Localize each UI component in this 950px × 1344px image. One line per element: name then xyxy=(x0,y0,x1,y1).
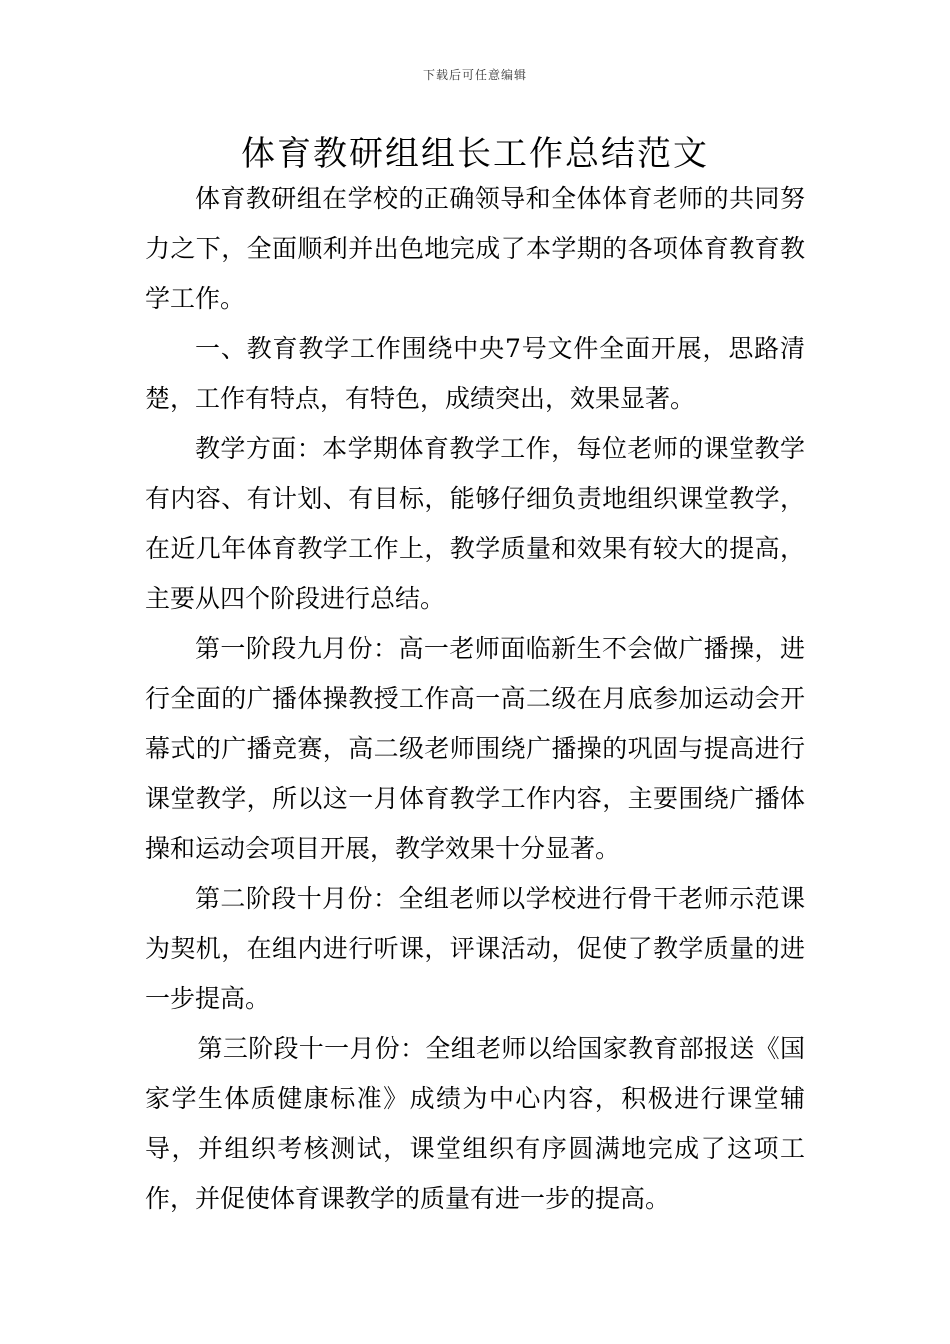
paragraph-stage-one: 第一阶段九月份：高一老师面临新生不会做广播操，进行全面的广播体操教授工作高一高二级在月底参加运动会开幕式的广播竞赛，高二级老师围绕广播操的巩固与提高进行课堂教学，所以这一月体育教学工作内容，主要围绕广播体操和运动会项目开展，教学效果十分显著。 xyxy=(145,634,805,863)
paragraph-section-one: 一、教育教学工作围绕中央7号文件全面开展，思路清楚，工作有特点，有特色，成绩突出，效果显著。 xyxy=(145,334,805,413)
header-note: 下载后可任意编辑 xyxy=(422,68,527,82)
paragraph-intro: 体育教研组在学校的正确领导和全体体育老师的共同努力之下，全面顺利并出色地完成了本学期的各项体育教育教学工作。 xyxy=(145,184,805,313)
paragraph-stage-three: 第三阶段十一月份：全组老师以给国家教育部报送《国家学生体质健康标准》成绩为中心内容，积极进行课堂辅导，并组织考核测试，课堂组织有序圆满地完成了这项工作，并促使体育课教学的质量有进一步的提高。 xyxy=(145,1034,805,1213)
paragraph-stage-two: 第二阶段十月份：全组老师以学校进行骨干老师示范课为契机，在组内进行听课，评课活动，促使了教学质量的进一步提高。 xyxy=(145,884,805,1013)
paragraph-teaching: 教学方面：本学期体育教学工作，每位老师的课堂教学有内容、有计划、有目标，能够仔细负责地组织课堂教学，在近几年体育教学工作上，教学质量和效果有较大的提高，主要从四个阶段进行总结。 xyxy=(145,434,805,613)
document-body xyxy=(145,174,805,1224)
document-title: 体育教研组组长工作总结范文 xyxy=(241,134,709,174)
